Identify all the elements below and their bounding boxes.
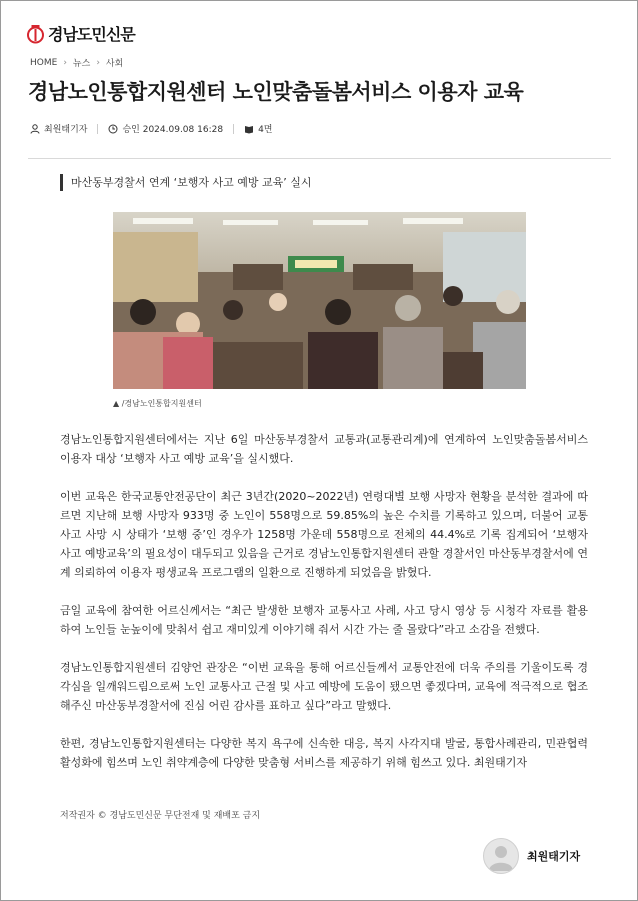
article-paragraph: 경남노인통합지원센터 김양언 관장은 “이번 교육을 통해 어르신들께서 교통안전에 더욱 주의를 기울이도록 경각심을 일깨워드림으로써 노인 교통사고 근절 및 사고 예방에 도움이 됐으면 좋겠다며, 교육에 적극적으로 협조해주신 마산동부경찰서에 진심 어린 감사를 표하고 싶다”라고 말했다. bbox=[60, 661, 588, 712]
article-meta bbox=[30, 122, 272, 135]
author-box[interactable] bbox=[483, 838, 580, 874]
article-paragraph: 금일 교육에 참여한 어르신께서는 “최근 발생한 보행자 교통사고 사례, 사고 당시 영상 등 시청각 자료를 활용하여 노인들 눈높이에 맞춰서 쉽고 재미있게 이야기해 줘서 시간 가는 줄 몰랐다”라고 소감을 전했다. bbox=[60, 604, 588, 636]
site-logo[interactable] bbox=[27, 22, 135, 45]
breadcrumb-news[interactable]: 뉴스 bbox=[72, 59, 91, 69]
photo-caption: ▲ /경남노인통합지원센터 bbox=[113, 399, 202, 408]
article-paragraph: 경남노인통합지원센터에서는 지난 6일 마산동부경찰서 교통과(교통관리계)에 연계하여 노인맞춤돌봄서비스 이용자 대상 ‘보행자 사고 예방 교육’을 실시했다. bbox=[60, 433, 588, 465]
article-paragraph: 한편, 경남노인통합지원센터는 다양한 복지 욕구에 신속한 대응, 복지 사각지대 발굴, 통합사례관리, 민관협력 활성화에 힘쓰며 노인 취약계층에 다양한 맞춤형 서비스를 제공하기 위해 힘쓰고 있다. 최원태기자 bbox=[60, 737, 588, 769]
classroom-photo bbox=[113, 212, 526, 389]
article-subtitle: 마산동부경찰서 연계 ‘보행자 사고 예방 교육’ 실시 bbox=[60, 174, 312, 191]
logo-mark-icon bbox=[27, 24, 44, 44]
author-name: 최원태기자 bbox=[527, 850, 581, 863]
chevron-right-icon: › bbox=[63, 57, 67, 68]
chevron-right-icon: › bbox=[96, 57, 100, 68]
user-icon bbox=[30, 124, 40, 134]
meta-divider bbox=[233, 124, 234, 134]
breadcrumb-home[interactable]: HOME bbox=[30, 57, 58, 68]
avatar-placeholder-icon bbox=[484, 839, 518, 873]
reporter-name[interactable]: 최원태기자 bbox=[44, 125, 88, 135]
meta-divider bbox=[97, 124, 98, 134]
breadcrumb-society[interactable]: 사회 bbox=[105, 59, 124, 69]
print-page: 4면 bbox=[258, 125, 273, 135]
copyright-notice: 저작권자 © 경남도민신문 무단전재 및 재배포 금지 bbox=[60, 811, 261, 821]
avatar bbox=[483, 838, 519, 874]
site-name: 경남도민신문 bbox=[48, 25, 135, 44]
newspaper-icon bbox=[244, 124, 254, 134]
breadcrumb bbox=[30, 56, 123, 69]
header-divider bbox=[28, 158, 611, 159]
article-body bbox=[60, 430, 588, 791]
article-title: 경남노인통합지원센터 노인맞춤돌봄서비스 이용자 교육 bbox=[28, 80, 524, 104]
article-paragraph: 이번 교육은 한국교통안전공단이 최근 3년간(2020~2022년) 연령대별 보행 사망자 현황을 분석한 결과에 따르면 지난해 보행 사망자 933명 중 노인이 558명으로 59.85%의 높은 수치를 기록하고 있으며, 더불어 교통사고 사망 시 상태가 ‘보행 중’인 경우가 1258명 가운데 558명으로 전체의 44.4%로 기록 집계되어 ‘보행자 사고 예방교육’의 필요성이 대두되고 있음을 근거로 경남노인통합지원센터 관할 경찰서인 마산동부경찰서에 연계 의뢰하여 이용자 평생교육 프로그램의 일환으로 진행하게 되었음을 밝혔다. bbox=[60, 490, 588, 579]
clock-icon bbox=[108, 124, 118, 134]
approved-datetime: 승인 2024.09.08 16:28 bbox=[122, 125, 224, 135]
article-photo[interactable] bbox=[113, 212, 526, 389]
